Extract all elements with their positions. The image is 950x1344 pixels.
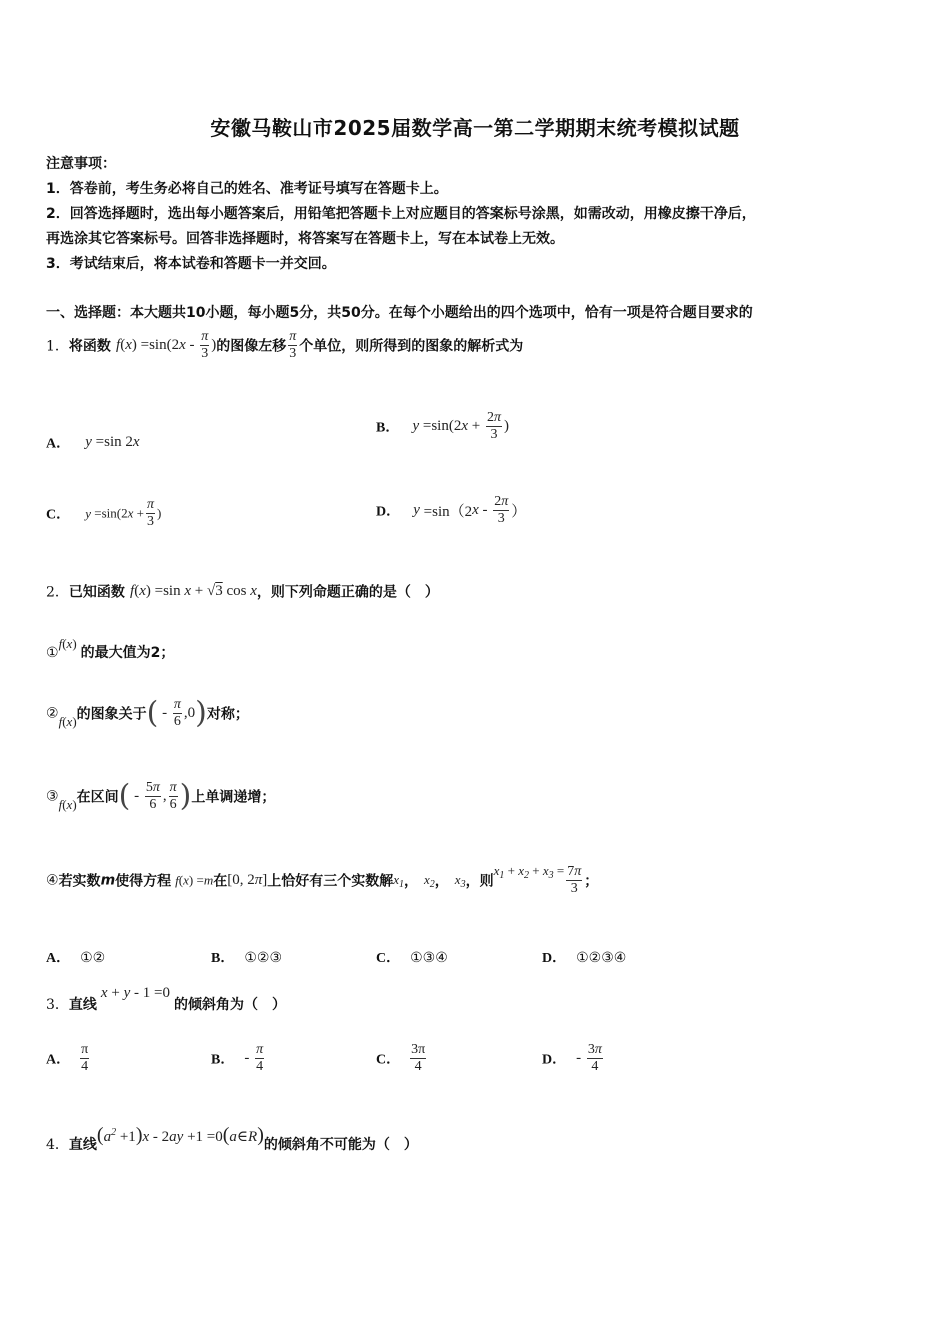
- q3-option-c[interactable]: C． $\frac{3\pi}{4}$: [376, 1042, 426, 1074]
- q2-option-c[interactable]: C． ①③④: [376, 951, 448, 966]
- q1-option-b[interactable]: B． y =sin(2x + $\frac{2\pi}{3}$ ): [376, 410, 509, 442]
- notice-item-1: 1．答卷前，考生务必将自己的姓名、准考证号填写在答题卡上。: [46, 181, 448, 197]
- statement-1: ①$^{f(x)}$的最大值为2；: [46, 636, 175, 661]
- notice-item-3: 3．考试结束后，将本试卷和答题卡一并交回。: [46, 256, 336, 272]
- q3-option-a[interactable]: A． $\frac{\pi}{4}$: [46, 1042, 89, 1074]
- notice-item-2b: 再选涂其它答案标号。回答非选择题时，将答案写在答题卡上，写在本试卷上无效。: [46, 231, 564, 247]
- formula: f: [116, 337, 121, 353]
- q1-option-c[interactable]: C． y =sin(2x + $\frac{\pi}{3}$ ): [46, 497, 162, 529]
- statement-3: $③_{f(x)}$在区间( - $\frac{5\pi}{6}$ , $\frac{\pi}{6}$ )上单调递增；: [46, 778, 276, 814]
- section-heading: 一、选择题：本大题共10小题，每小题5分，共50分。在每个小题给出的四个选项中，恰有一项是符合题目要求的: [46, 305, 753, 321]
- q1-option-d[interactable]: D． y =sin（2x - $\frac{2\pi}{3}$ ）: [376, 494, 527, 526]
- question-1: 1．将函数 f(x) =sin(2x - $\frac{\pi}{3}$ )的图像左移 $\frac{\pi}{3}$ 个单位，则所得到的图象的解析式为: [46, 329, 524, 361]
- q2-option-b[interactable]: B． ①②③: [211, 951, 282, 966]
- q1-option-a[interactable]: A． y =sin 2x: [46, 434, 140, 452]
- q3-option-b[interactable]: B． - $\frac{\pi}{4}$: [211, 1042, 264, 1074]
- question-2: 2．已知函数 f(x) =sin x + √3 cos x，则下列命题正确的是（ ）: [46, 583, 439, 601]
- q2-option-d[interactable]: D． ①②③④: [542, 951, 627, 966]
- question-4: 4．直线$(a^2 +1)x - 2ay +1$ =0(a∈R)的倾斜角不可能为（ ）: [46, 1124, 418, 1153]
- statement-2: $②_{f(x)}$的图象关于( - $\frac{\pi}{6}$ ,0)对称；: [46, 695, 249, 731]
- q2-option-a[interactable]: A． ①②: [46, 951, 106, 966]
- question-3: 3．直线x + y - 1 =0的倾斜角为（ ）: [46, 985, 286, 1013]
- page-title: 安徽马鞍山市2025届数学高一第二学期期末统考模拟试题: [210, 116, 740, 140]
- question-number: 1．: [46, 338, 69, 355]
- notice-item-2a: 2．回答选择题时，选出每小题答案后，用铅笔把答题卡上对应题目的答案标号涂黑，如需改动，用橡皮擦干净后，: [46, 206, 756, 222]
- notice-heading: 注意事项：: [46, 156, 116, 172]
- q3-option-d[interactable]: D． - $\frac{3\pi}{4}$: [542, 1042, 602, 1074]
- statement-4: ④若实数m使得方程 f(x) =m在[0, 2π]上恰好有三个实数解$x_1$， $x_2$， $x_3$，则$^{x_1}$ + $^{x_2}$ + $^{x_3}$ = $\frac{7\pi}{3}$ ；: [46, 863, 599, 896]
